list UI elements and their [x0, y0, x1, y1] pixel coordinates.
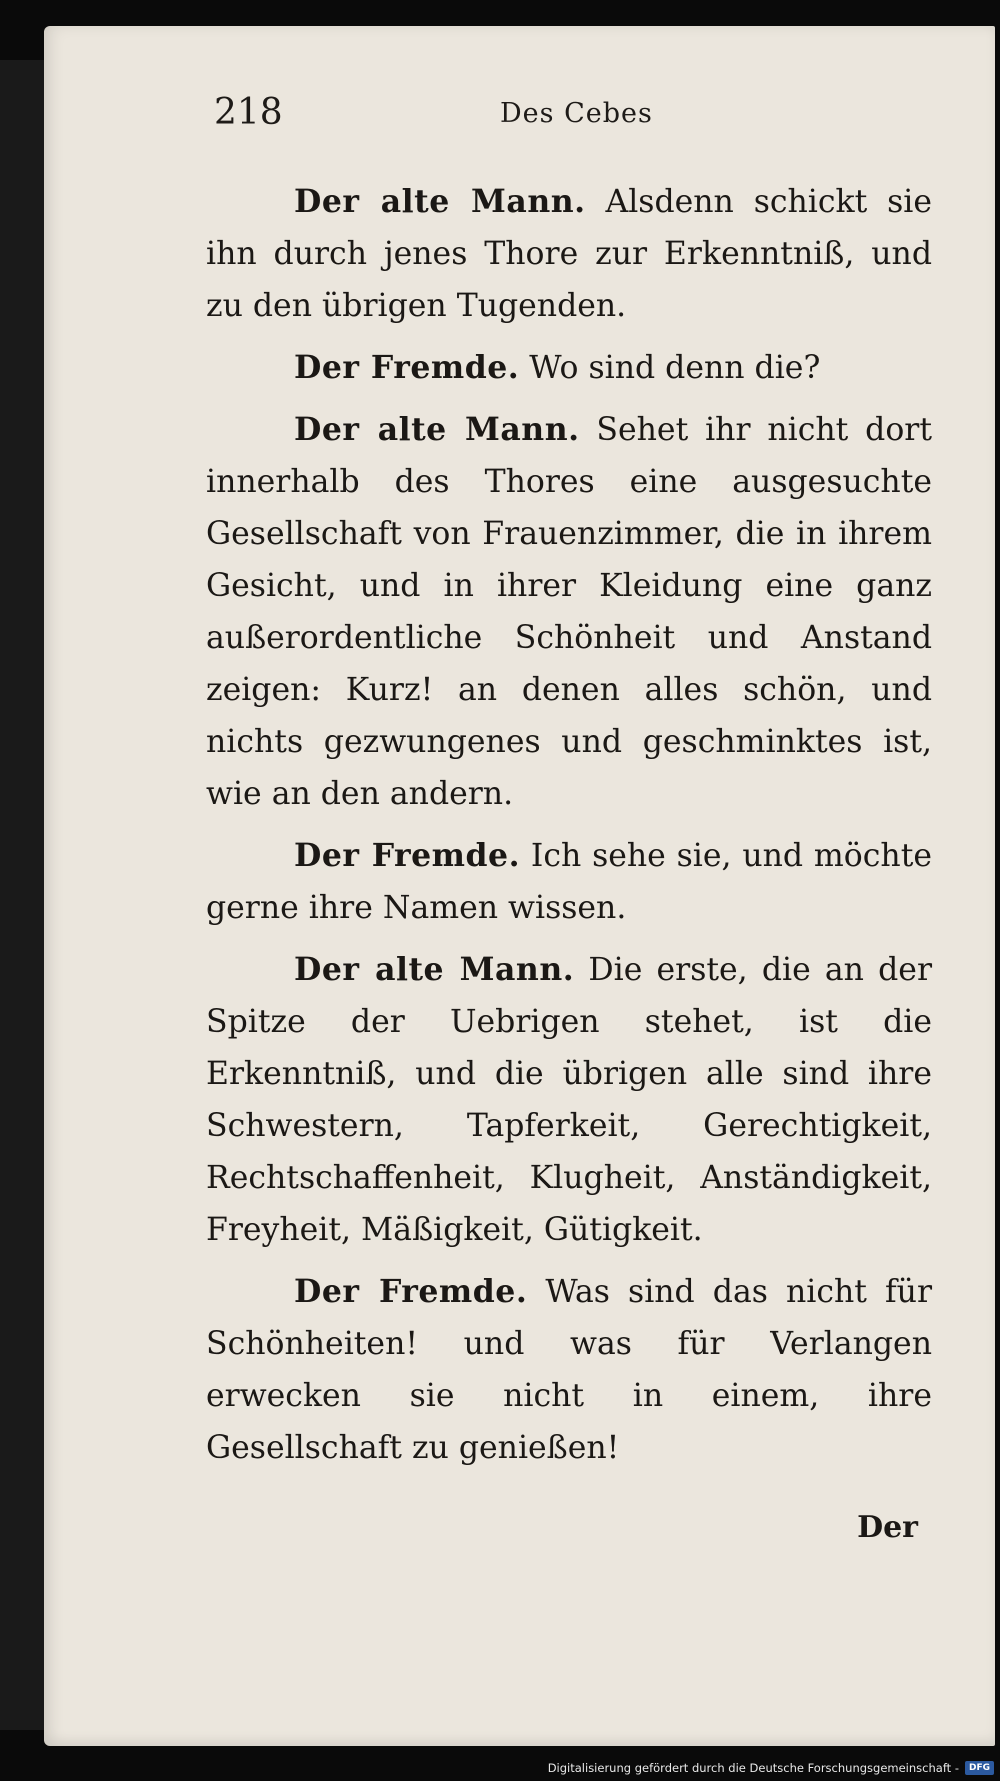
- digitization-credit: [548, 1759, 994, 1777]
- paragraph-text: Was sind das nicht für Schönheiten! und was für Verlangen erwecken sie nicht in einem, ihre Gesellschaft zu genießen!: [206, 1274, 932, 1466]
- credit-text: Digitalisierung gefördert durch die Deutsche Forschungsgemeinschaft -: [547, 1761, 959, 1775]
- speaker-label: Der alte Mann.: [294, 411, 580, 448]
- paragraph: [206, 944, 932, 1256]
- speaker-label: Der alte Mann.: [294, 951, 575, 988]
- paragraph: [206, 176, 932, 332]
- speaker-label: Der alte Mann.: [294, 183, 586, 220]
- paragraph: [206, 404, 932, 820]
- paragraph-text: Alsdenn schickt sie ihn durch jenes Thore zur Erkenntniß, und zu den übrigen Tugenden.: [206, 184, 932, 324]
- paragraph-text: Wo sind denn die?: [519, 350, 821, 386]
- speaker-label: Der Fremde.: [294, 1273, 528, 1310]
- paragraph-text: Sehet ihr nicht dort innerhalb des Thores eine ausgesuchte Gesellschaft von Frauenzimmer, die in ihrem Gesicht, und in ihrer Kleidung eine ganz außerordentliche Schönheit und Anstand zeigen: Kurz! an denen alles schön, und nichts gezwungenes und geschminktes ist, wie an den andern.: [206, 412, 932, 812]
- page-header: [160, 92, 920, 142]
- running-head: Des Cebes: [500, 98, 653, 129]
- paragraph: [206, 1266, 932, 1474]
- paragraph: [206, 342, 932, 394]
- dfg-logo: DFG: [965, 1761, 994, 1775]
- page-number: 218: [214, 92, 283, 133]
- paragraph: [206, 830, 932, 934]
- catchword: Der: [857, 1510, 918, 1545]
- paragraph-text: Die erste, die an der Spitze der Uebrigen stehet, ist die Erkenntniß, und die übrigen alle sind ihre Schwestern, Tapferkeit, Gerechtigkeit, Rechtschaffenheit, Klugheit, Anständigkeit, Freyheit, Mäßigkeit, Gütigkeit.: [206, 952, 933, 1248]
- speaker-label: Der Fremde.: [294, 837, 521, 874]
- speaker-label: Der Fremde.: [294, 349, 520, 386]
- paragraph-text: Ich sehe sie, und möchte gerne ihre Namen wissen.: [206, 838, 932, 926]
- book-spine: [0, 60, 44, 1730]
- body-text: [206, 176, 932, 1474]
